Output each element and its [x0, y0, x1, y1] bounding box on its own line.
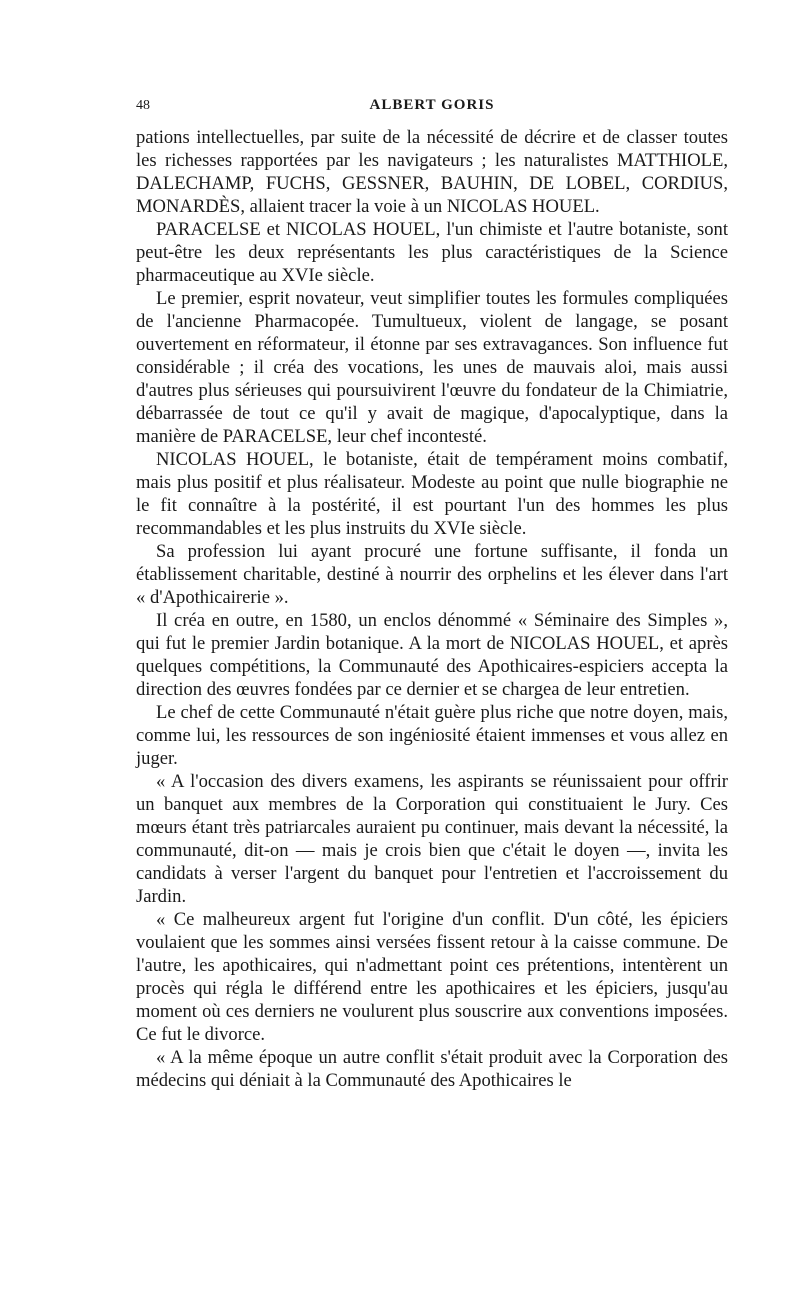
running-title: ALBERT GORIS — [369, 97, 495, 113]
paragraph: Le chef de cette Communauté n'était guère plus riche que notre doyen, mais, comme lui, les ressources de son ingéniosité étaient immenses et vous allez en juger. — [136, 702, 728, 769]
paragraph: « Ce malheureux argent fut l'origine d'un conflit. D'un côté, les épiciers voulaient que les sommes ainsi versées fissent retour à la caisse commune. De l'autre, les apothicaires, qui n'admettant point ces prétentions, intentèrent un procès qui régla le différend entre les apothicaires et les épiciers, jusqu'au moment où ces derniers ne voulurent plus souscrire aux conventions imposées. Ce fut le divorce. — [136, 909, 728, 1045]
paragraph: Le premier, esprit novateur, veut simplifier toutes les formules compliquées de l'ancienne Pharmacopée. Tumultueux, violent de langage, se posant ouvertement en réformateur, il étonne par ses extravagances. Son influence fut considérable ; il créa des vocations, les unes de mauvais aloi, mais aussi d'autres plus sérieuses qui poursuivirent l'œuvre du fondateur de la Chimiatrie, débarrassée de tout ce qu'il y avait de magique, d'apocalyptique, dans la manière de PARACELSE, leur chef incontesté. — [136, 288, 728, 447]
body-text — [136, 126, 728, 1092]
paragraph: PARACELSE et NICOLAS HOUEL, l'un chimiste et l'autre botaniste, sont peut-être les deux représentants les plus caractéristiques de la Science pharmaceutique au XVIe siècle. — [136, 219, 728, 286]
paragraph: NICOLAS HOUEL, le botaniste, était de tempérament moins combatif, mais plus positif et plus réalisateur. Modeste au point que nulle biographie ne le fit connaître à la postérité, il est pourtant l'un des hommes les plus recommandables et les plus instruits du XVIe siècle. — [136, 449, 728, 539]
paragraph: « A l'occasion des divers examens, les aspirants se réunissaient pour offrir un banquet aux membres de la Corporation qui constituaient le Jury. Ces mœurs étant très patriarcales auraient pu continuer, mais devant la nécessité, la communauté, dit-on — mais je crois bien que c'était le doyen —, invita les candidats à verser l'argent du banquet pour l'entretien et l'accroissement du Jardin. — [136, 771, 728, 907]
page-number: 48 — [136, 98, 150, 113]
document-page — [136, 96, 728, 1092]
page-header — [136, 96, 728, 126]
paragraph: « A la même époque un autre conflit s'était produit avec la Corporation des médecins qui déniait à la Communauté des Apothicaires le — [136, 1047, 728, 1091]
paragraph: Il créa en outre, en 1580, un enclos dénommé « Séminaire des Simples », qui fut le premier Jardin botanique. A la mort de NICOLAS HOUEL, et après quelques compétitions, la Communauté des Apothicaires-espiciers accepta la direction des œuvres fondées par ce dernier et se chargea de leur entretien. — [136, 610, 728, 700]
paragraph: pations intellectuelles, par suite de la nécessité de décrire et de classer toutes les richesses rapportées par les navigateurs ; les naturalistes MATTHIOLE, DALECHAMP, FUCHS, GESSNER, BAUHIN, DE LOBEL, CORDIUS, MONARDÈS, allaient tracer la voie à un NICOLAS HOUEL. — [136, 127, 728, 217]
paragraph: Sa profession lui ayant procuré une fortune suffisante, il fonda un établissement charitable, destiné à nourrir des orphelins et les élever dans l'art « d'Apothicairerie ». — [136, 541, 728, 608]
